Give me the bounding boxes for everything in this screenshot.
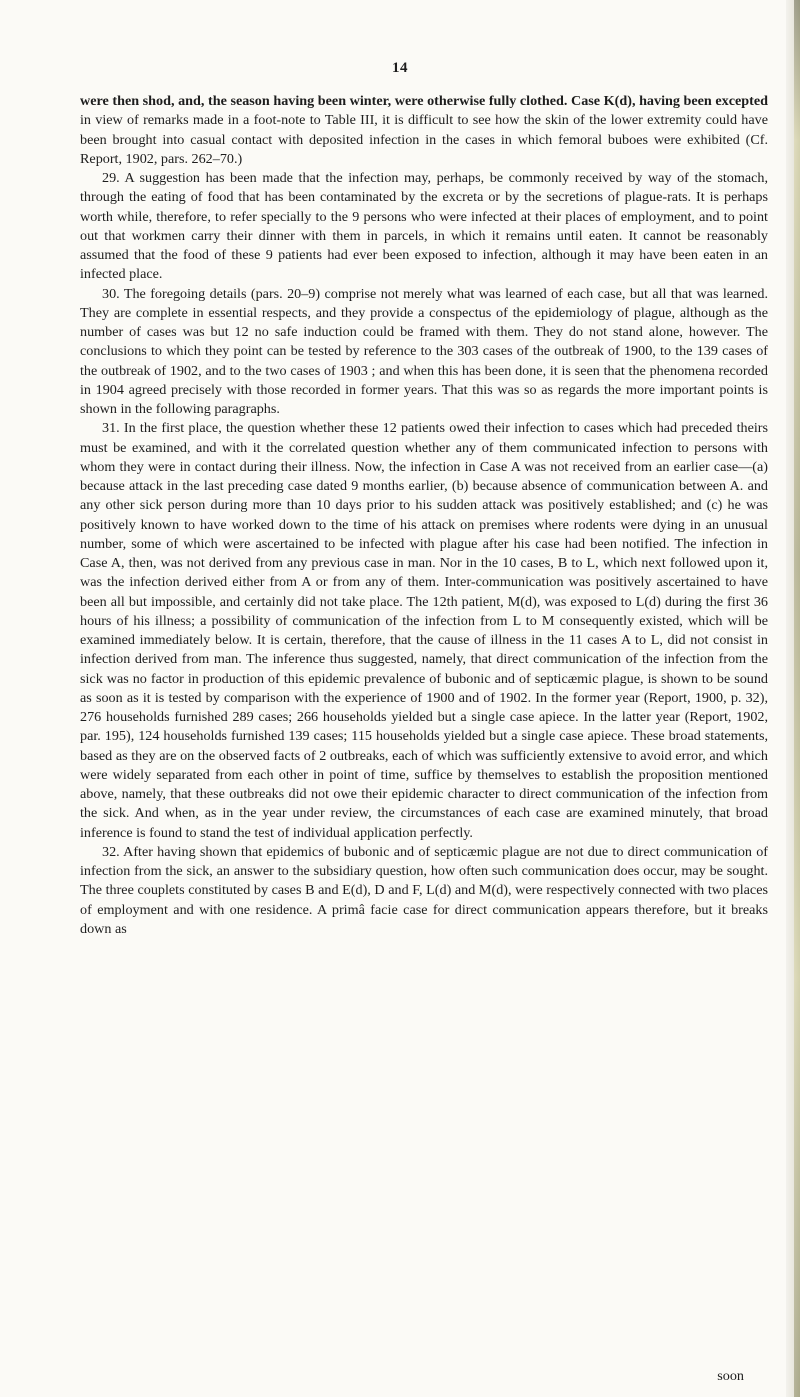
scan-edge-shadow (794, 0, 800, 1397)
paragraph-31: 31. In the first place, the question whether these 12 patients owed their infection to cases which had preceded theirs must be examined, and with it the correlated question whether any of them communicated infection to persons with whom they were in contact during their illness. Now, the infection in Case A was not received from an earlier case—(a) because attack in the last preceding case dated 9 months earlier, (b) because absence of communication between A. and any other sick person during more than 10 days prior to his sudden attack was positively established; and (c) he was positively known to have worked down to the time of his attack on premises where rodents were dying in an unusual number, some of which were ascertained to be infected with plague after his case had been notified. The infection in Case A, then, was not derived from any previous case in man. Nor in the 10 cases, B to L, which next followed upon it, was the infection derived either from A or from any of them. Inter-communication was positively ascertained to have been all but impossible, and certainly did not take place. The 12th patient, M(d), was exposed to L(d) during the first 36 hours of his illness; a possibility of communication of the infection from L to M consequently existed, which will be examined immediately below. It is certain, therefore, that the cause of illness in the 11 cases A to L, did not consist in infection derived from man. The inference thus suggested, namely, that direct communication of the infection from the sick was no factor in production of this epidemic prevalence of bubonic and of septicæmic plague, is shown to be sound as soon as it is tested by comparison with the experience of 1900 and of 1902. In the former year (Report, 1900, p. 32), 276 households furnished 289 cases; 266 households yielded but a single case apiece. In the latter year (Report, 1902, par. 195), 124 households furnished 139 cases; 115 households yielded but a single case apiece. These broad statements, based as they are on the observed facts of 2 outbreaks, each of which was sufficiently extensive to avoid error, and which were widely separated from each other in point of time, suffice by themselves to establish the proposition mentioned above, namely, that these outbreaks did not owe their epidemic character to direct communication of the infection from the sick. And when, as in the year under review, the circumstances of each case are examined minutely, that broad inference is found to stand the test of individual application perfectly. (80, 420, 768, 841)
paragraph-30: 30. The foregoing details (pars. 20–9) comprise not merely what was learned of each case, but all that was learned. They are complete in essential respects, and they provide a conspectus of the epidemiology of plague, although as the number of cases was but 12 no safe induction could be framed with them. They do not stand alone, however. The conclusions to which they point can be tested by reference to the 303 cases of the outbreak of 1900, to the 139 cases of the outbreak of 1902, and to the two cases of 1903 ; and when this has been done, it is seen that the phenomena recorded in 1904 agreed precisely with those recorded in former years. That this was so as regards the more important points is shown in the following paragraphs. (80, 285, 768, 417)
paragraph-intro: were then shod, and, the season having been winter, were otherwise fully clothed. Case K(d), having been excepted in view of remarks made in a foot-note to Table III, it is difficult to see how the skin of the lower extremity could have been brought into casual contact with deposited infection in the cases in which femoral buboes were exhibited (Cf. Report, 1902, pars. 262–70.) (80, 93, 768, 167)
body-text (80, 92, 768, 939)
paragraph-29: 29. A suggestion has been made that the infection may, perhaps, be commonly received by way of the stomach, through the eating of food that has been contaminated by the excreta or by the secretions of plague-rats. It is perhaps worth while, therefore, to refer specially to the 9 persons who were infected at their places of employment, and to point out that workmen carry their dinner with them in parcels, in which it remains until eaten. It cannot be reasonably assumed that the food of these 9 patients had ever been exposed to infection, although it may have been eaten in an infected place. (80, 170, 768, 283)
page-number: 14 (392, 60, 408, 76)
paragraph-32: 32. After having shown that epidemics of bubonic and of septicæmic plague are not due to direct communication of infection from the sick, an answer to the subsidiary question, how often such communication does occur, may be sought. The three couplets constituted by cases B and E(d), D and F, L(d) and M(d), were respectively connected with two places of employment and with one residence. A primâ facie case for direct communication appears therefore, but it breaks down as (80, 843, 768, 937)
catchword: soon (717, 1368, 744, 1384)
